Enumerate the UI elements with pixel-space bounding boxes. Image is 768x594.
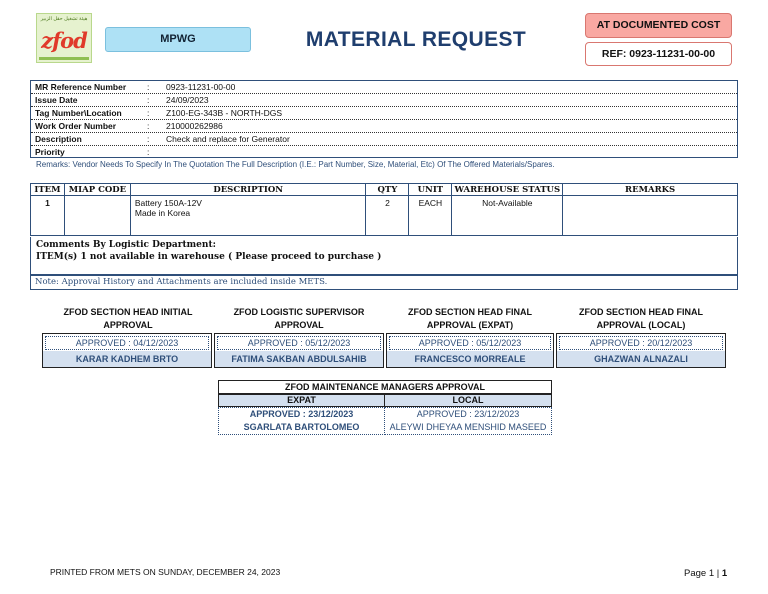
page-total: 1 [721,568,728,579]
cell-description [130,196,366,236]
info-key: MR Reference Number [35,82,127,92]
col-header-unit: UNIT [409,184,452,196]
approval-title-line: APPROVAL [274,320,324,330]
zfod-logo [36,13,92,63]
info-colon: : [147,121,150,131]
col-header-item: ITEM [31,184,65,196]
expat-approval-cell [218,407,385,435]
page-label: Page 1 | [684,568,720,579]
info-key: Description [35,134,82,144]
page-number [684,568,727,579]
info-colon: : [147,95,150,105]
approver-name: KARAR KADHEM BRTO [43,351,211,367]
table-row [31,196,738,236]
cell-item: 1 [31,196,65,236]
approver-name: FATIMA SAKBAN ABDULSAHIB [215,351,383,367]
info-colon: : [147,134,150,144]
approver-name: GHAZWAN ALNAZALI [557,351,725,367]
approval-status: APPROVED : 20/12/2023 [559,336,723,350]
info-colon: : [147,147,150,157]
cell-warehouse-status: Not-Available [452,196,563,236]
approval-title-line: ZFOD LOGISTIC SUPERVISOR [233,307,365,317]
approval-title-line: ZFOD SECTION HEAD FINAL [579,307,703,317]
approver-name: FRANCESCO MORREALE [387,351,553,367]
approval-status: APPROVED : 23/12/2023 [416,409,520,419]
info-row-tag-number [31,107,737,120]
approval-title-section-head-final-local [556,306,726,332]
info-row-mr-reference [31,81,737,94]
info-row-work-order [31,120,737,133]
description-line: Battery 150A-12V [134,198,202,208]
approval-status: APPROVED : 23/12/2023 [249,409,354,419]
local-label: LOCAL [384,394,552,407]
approval-status: APPROVED : 05/12/2023 [217,336,381,350]
logo-mark [37,28,91,53]
request-info-box [30,80,738,158]
approval-status: APPROVED : 05/12/2023 [389,336,551,350]
logo-footer-bar [39,57,89,60]
approval-box-section-head-final-local [556,333,726,368]
cell-qty: 2 [366,196,409,236]
info-colon: : [147,108,150,118]
description-line: Made in Korea [134,208,191,218]
approval-title-section-head-initial [42,306,214,332]
col-header-remarks: REMARKS [563,184,738,196]
mpwg-badge: MPWG [105,27,251,52]
local-approval-cell [384,407,552,435]
info-key: Issue Date [35,95,78,105]
approval-box-section-head-final-expat [386,333,554,368]
cell-miap [64,196,130,236]
items-table [30,183,738,236]
approver-name: ALEYWI DHEYAA MENSHID MASEED [389,422,547,432]
logo-text: zfod [41,28,87,53]
approval-box-logistic-supervisor [214,333,384,368]
comments-text: ITEM(s) 1 not available in warehouse ( Please proceed to purchase ) [36,252,382,262]
cell-remarks [563,196,738,236]
info-row-priority [31,146,737,159]
col-header-qty: QTY [366,184,409,196]
approval-title-section-head-final-expat [386,306,554,332]
col-header-warehouse-status: WAREHOUSE STATUS [452,184,563,196]
info-value: 210000262986 [166,121,223,131]
cost-badge: AT DOCUMENTED COST [585,13,732,38]
info-row-description [31,133,737,146]
approval-title-line: APPROVAL (LOCAL) [596,320,686,330]
info-row-issue-date [31,94,737,107]
approval-box-section-head-initial [42,333,212,368]
approval-status: APPROVED : 04/12/2023 [45,336,209,350]
logistic-comments [30,237,738,275]
page-title: MATERIAL REQUEST [305,28,527,51]
expat-label: EXPAT [218,394,385,407]
info-key: Tag Number\Location [35,108,122,118]
approval-title-logistic-supervisor [214,306,384,332]
approval-note: Note: Approval History and Attachments are included inside METS. [30,275,738,290]
reference-badge: REF: 0923-11231-00-00 [585,42,732,66]
info-value: Check and replace for Generator [166,134,290,144]
approver-name: SGARLATA BARTOLOMEO [243,422,360,432]
info-value: Z100-EG-343B - NORTH-DGS [166,108,283,118]
approval-title-line: ZFOD SECTION HEAD INITIAL [63,307,193,317]
approval-title-line: ZFOD SECTION HEAD FINAL [408,307,532,317]
info-colon: : [147,82,150,92]
printed-footer: PRINTED FROM METS ON SUNDAY, DECEMBER 24, 2023 [50,567,281,577]
col-header-description: DESCRIPTION [130,184,366,196]
vendor-remarks: Remarks: Vendor Needs To Specify In The Quotation The Full Description (I.E.: Part Number, Size, Material, Etc) Of The Offered Materials/Spares. [36,160,555,169]
table-header-row [31,184,738,196]
approval-title-line: APPROVAL (EXPAT) [426,320,514,330]
info-value: 24/09/2023 [166,95,209,105]
info-key: Work Order Number [35,121,117,131]
comments-title: Comments By Logistic Department: [36,240,216,250]
cell-unit: EACH [409,196,452,236]
managers-approval-title: ZFOD MAINTENANCE MANAGERS APPROVAL [218,380,552,394]
maintenance-managers-approval [218,380,552,435]
info-value: 0923-11231-00-00 [166,82,236,92]
info-key: Priority [35,147,65,157]
approval-title-line: APPROVAL [103,320,153,330]
col-header-miap: MIAP CODE [64,184,130,196]
logo-arabic-text: هيئة تشغيل حقل الزبير [40,16,88,22]
